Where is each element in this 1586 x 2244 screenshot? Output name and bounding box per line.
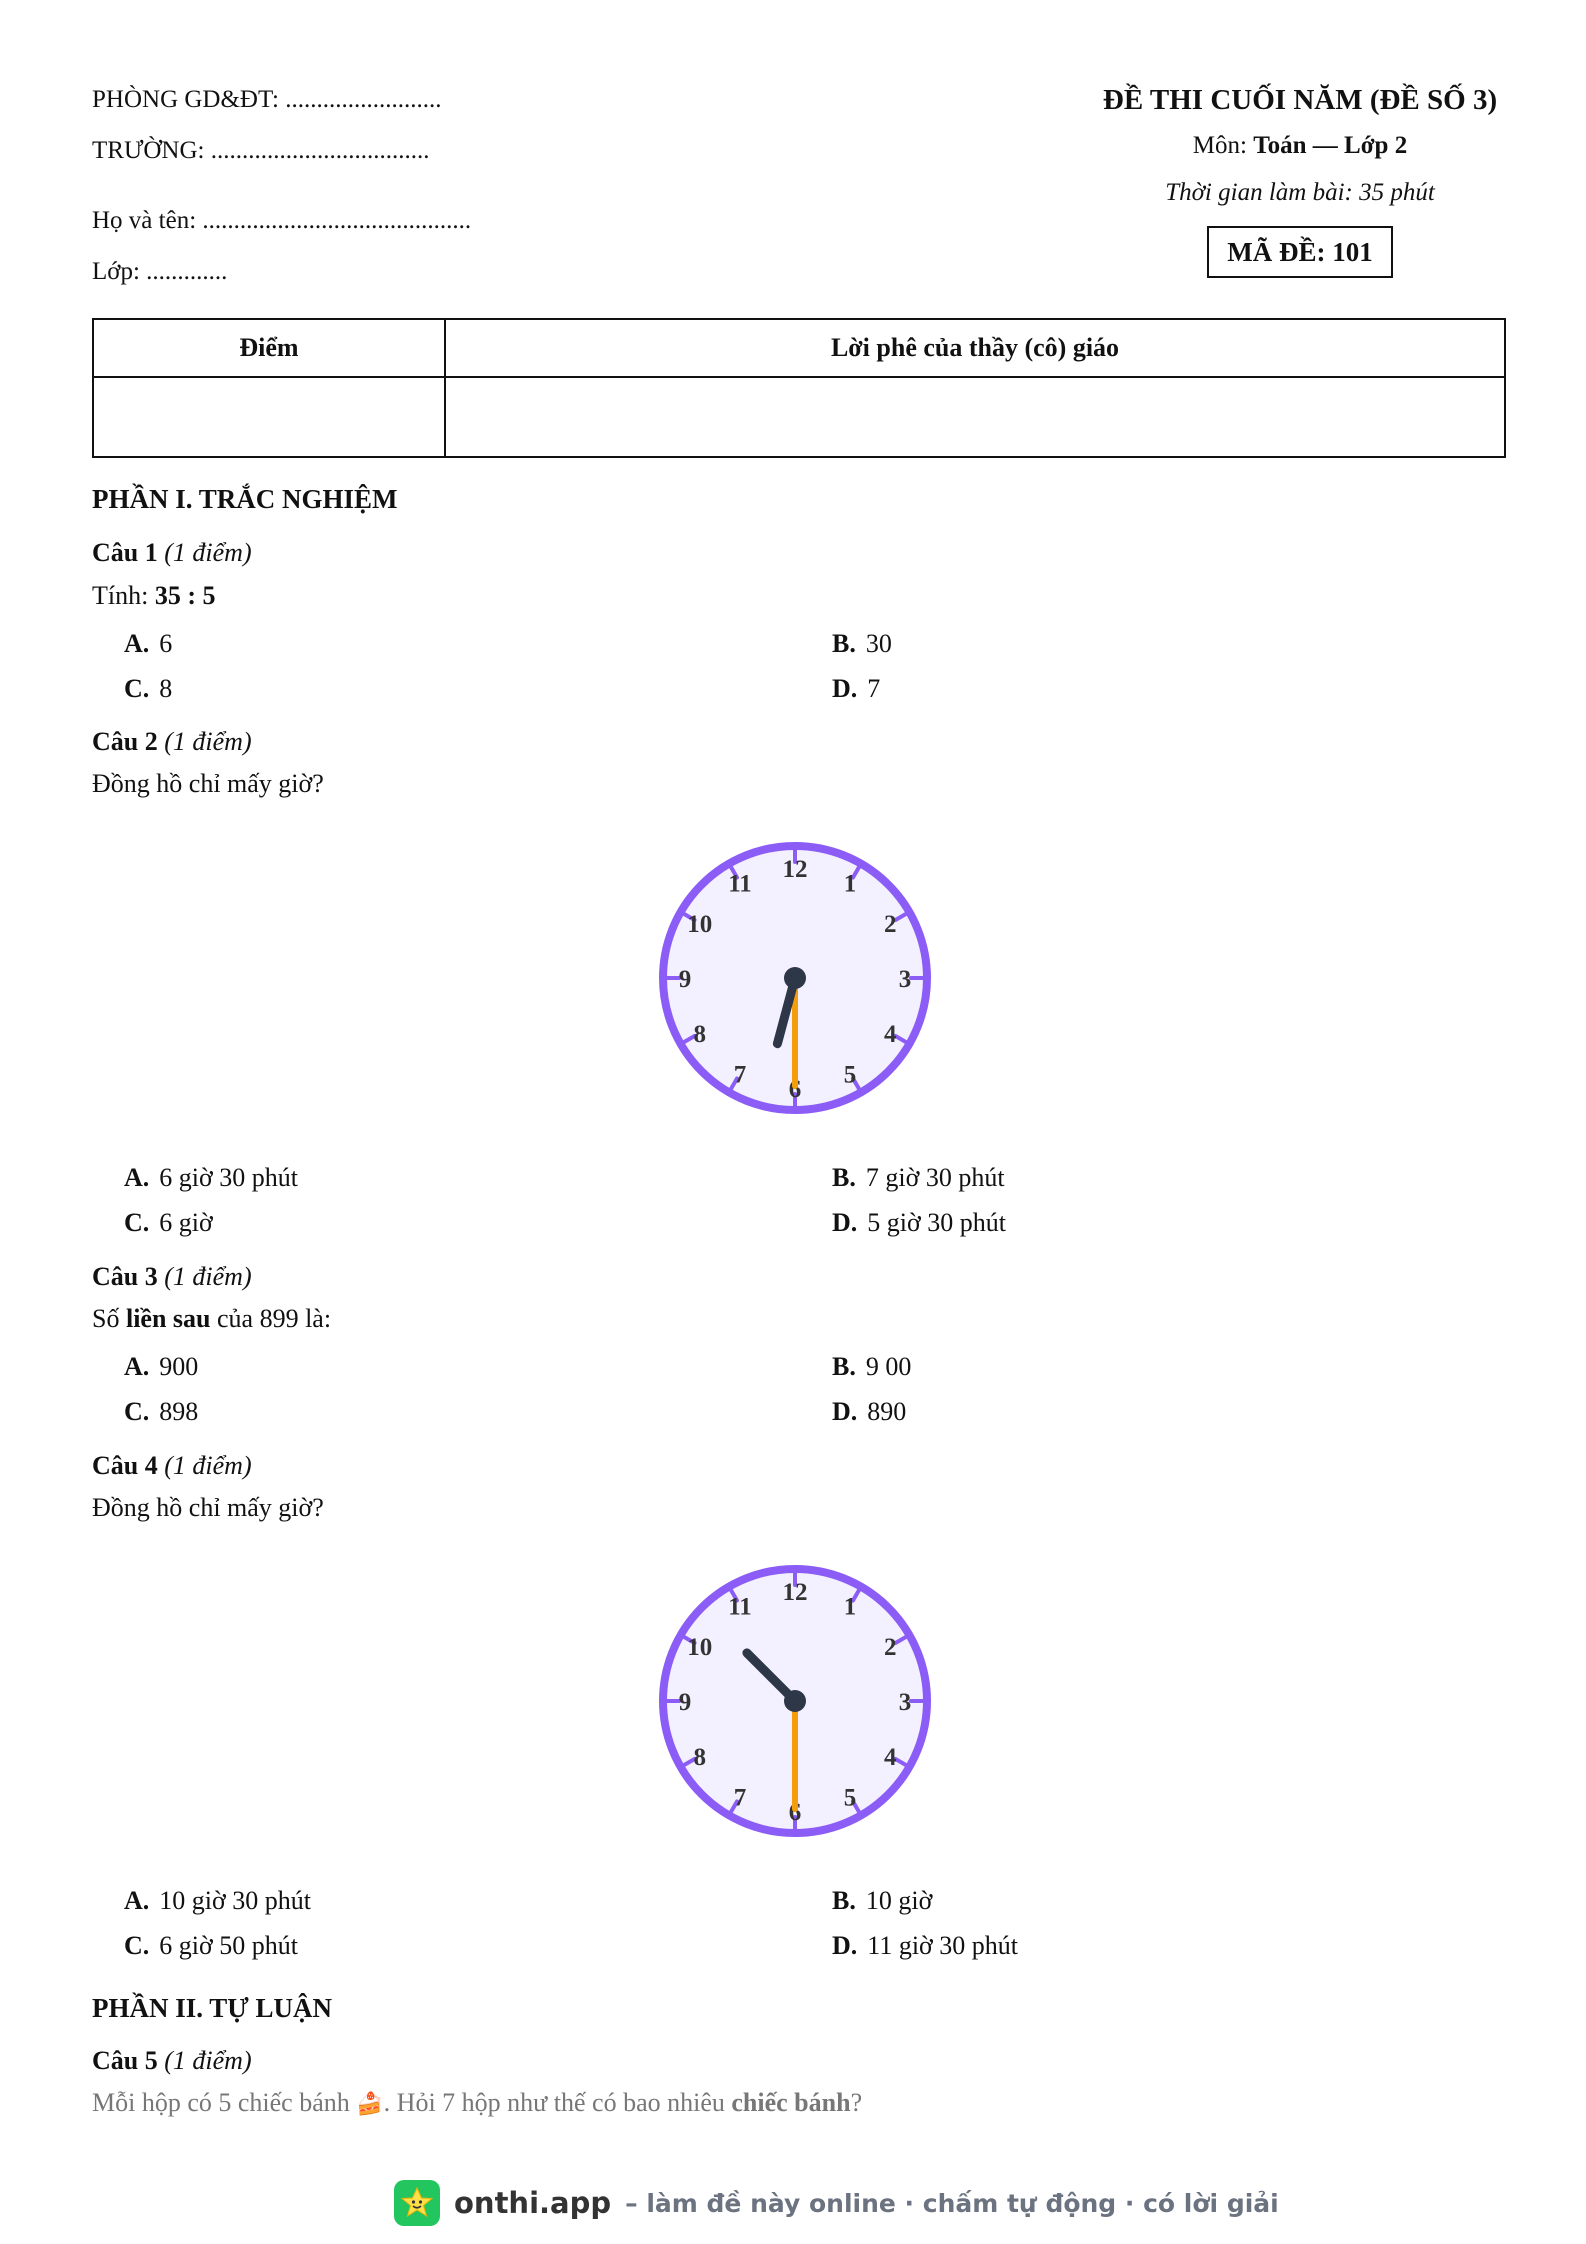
- q3-option-a[interactable]: [124, 1352, 198, 1382]
- clock-number: 3: [898, 966, 912, 993]
- option-letter: B.: [832, 1163, 856, 1192]
- question-3-heading: [92, 1262, 252, 1292]
- footer-tagline: – làm đề này online · chấm tự động · có lời giải: [625, 2188, 1279, 2218]
- q1-option-a[interactable]: [124, 629, 172, 659]
- question-5-heading: [92, 2046, 252, 2076]
- footer-banner[interactable]: [394, 2177, 1279, 2229]
- clock-number: 7: [733, 1061, 747, 1089]
- prompt-bold: 35 : 5: [154, 581, 216, 610]
- q1-option-d[interactable]: [832, 674, 880, 704]
- q4-option-a[interactable]: [124, 1886, 311, 1916]
- option-letter: A.: [124, 1352, 150, 1381]
- exam-code: MÃ ĐỀ: 101: [1227, 236, 1373, 267]
- q4-option-c[interactable]: [124, 1931, 298, 1961]
- subject-line: [1060, 132, 1540, 160]
- clock-number: 9: [678, 1689, 692, 1716]
- q1-option-c[interactable]: [124, 674, 172, 704]
- clock-number: 6: [788, 1076, 802, 1103]
- clock-number: 12: [782, 856, 808, 883]
- part1-title: PHẦN I. TRẮC NGHIỆM: [92, 484, 398, 514]
- q2-option-b[interactable]: [832, 1163, 1005, 1193]
- option-text: 6 giờ: [159, 1208, 213, 1237]
- prompt-text: Mỗi hộp có 5 chiếc bánh: [92, 2088, 357, 2117]
- q2-option-a[interactable]: [124, 1163, 298, 1193]
- clock-number: 10: [687, 911, 713, 938]
- clock-number: 5: [843, 1784, 857, 1812]
- comment-cell: [445, 377, 1505, 457]
- question-label: Câu 1: [92, 538, 158, 567]
- option-letter: B.: [832, 629, 856, 658]
- option-letter: A.: [124, 1886, 150, 1915]
- option-letter: D.: [832, 674, 858, 703]
- option-text: 900: [159, 1352, 199, 1381]
- score-header: Điểm: [93, 319, 445, 377]
- question-label: Câu 4: [92, 1451, 158, 1480]
- clock-number: 9: [678, 966, 692, 993]
- prompt-text: . Hỏi 7 hộp như thế có bao nhiêu: [383, 2088, 732, 2117]
- option-letter: B.: [832, 1352, 856, 1381]
- q2-option-c[interactable]: [124, 1208, 213, 1238]
- option-text: 8: [159, 674, 173, 703]
- question-label: Câu 3: [92, 1262, 158, 1291]
- prompt-bold: liền sau: [125, 1304, 211, 1333]
- question-points: (1 điểm): [164, 1262, 252, 1291]
- grade-table: [92, 318, 1506, 458]
- question-4-prompt: Đồng hồ chỉ mấy giờ?: [92, 1493, 324, 1522]
- question-2-prompt: Đồng hồ chỉ mấy giờ?: [92, 769, 324, 798]
- option-letter: C.: [124, 674, 150, 703]
- clock-number: 8: [693, 1021, 706, 1048]
- comment-header: Lời phê của thầy (cô) giáo: [445, 319, 1505, 377]
- option-letter: D.: [832, 1931, 858, 1960]
- q4-option-d[interactable]: [832, 1931, 1018, 1961]
- clock-number: 10: [687, 1634, 713, 1661]
- prompt-text: ?: [850, 2088, 863, 2117]
- question-points: (1 điểm): [164, 2046, 252, 2075]
- prompt-text: Tính:: [92, 581, 155, 610]
- question-2-heading: [92, 727, 252, 757]
- exam-code-box: [1207, 226, 1393, 278]
- subject-name: Toán — Lớp 2: [1253, 132, 1408, 159]
- clock-number: 11: [728, 870, 752, 898]
- question-1-prompt: [92, 581, 216, 611]
- clock-number: 1: [843, 870, 857, 898]
- question-points: (1 điểm): [164, 727, 252, 756]
- exam-title: ĐỀ THI CUỐI NĂM (ĐỀ SỐ 3): [1102, 84, 1498, 116]
- q4-option-b[interactable]: [832, 1886, 932, 1916]
- option-text: 6 giờ 30 phút: [159, 1163, 298, 1192]
- option-text: 6 giờ 50 phút: [159, 1931, 298, 1960]
- question-label: Câu 5: [92, 2046, 158, 2075]
- q3-option-c[interactable]: [124, 1397, 198, 1427]
- q2-option-d[interactable]: [832, 1208, 1006, 1238]
- clock-number: 3: [898, 1689, 912, 1716]
- clock-number: 12: [782, 1579, 808, 1606]
- brand-name[interactable]: onthi.app: [454, 2186, 612, 2220]
- clock-face: [655, 1561, 935, 1841]
- question-points: (1 điểm): [164, 1451, 252, 1480]
- score-cell: [93, 377, 445, 457]
- option-text: 6: [159, 629, 173, 658]
- option-text: 5 giờ 30 phút: [867, 1208, 1006, 1237]
- clock-number: 2: [884, 911, 897, 938]
- q3-option-b[interactable]: [832, 1352, 911, 1382]
- question-points: (1 điểm): [164, 538, 252, 567]
- clock-number: 8: [693, 1744, 706, 1771]
- clock-center: [784, 967, 806, 989]
- clock-number: 4: [884, 1021, 897, 1048]
- option-text: 10 giờ: [865, 1886, 933, 1915]
- prompt-bold: chiếc bánh: [731, 2088, 851, 2117]
- option-letter: A.: [124, 1163, 150, 1192]
- option-text: 30: [865, 629, 892, 658]
- clock-face: [655, 838, 935, 1118]
- clock-center: [784, 1690, 806, 1712]
- option-text: 898: [159, 1397, 199, 1426]
- prompt-text: Số: [92, 1304, 126, 1333]
- question-label: Câu 2: [92, 727, 158, 756]
- student-name-line: Họ và tên: ...........................................: [92, 207, 472, 234]
- part2-title: PHẦN II. TỰ LUẬN: [92, 1993, 333, 2023]
- subject-prefix: Môn:: [1192, 132, 1254, 159]
- prompt-text: của 899 là:: [210, 1304, 332, 1333]
- cake-icon: 🍰: [356, 2092, 384, 2117]
- question-4-heading: [92, 1451, 252, 1481]
- option-text: 7: [867, 674, 881, 703]
- clock-number: 2: [884, 1634, 897, 1661]
- school-line: TRƯỜNG: ...................................: [92, 137, 430, 164]
- option-text: 10 giờ 30 phút: [159, 1886, 311, 1915]
- option-letter: C.: [124, 1208, 150, 1237]
- department-line: PHÒNG GD&ĐT: .........................: [92, 86, 442, 113]
- option-letter: C.: [124, 1397, 150, 1426]
- question-3-prompt: [92, 1304, 331, 1334]
- clock-number: 7: [733, 1784, 747, 1812]
- star-face-icon: [394, 2180, 440, 2226]
- clock-number: 6: [788, 1799, 802, 1826]
- option-letter: C.: [124, 1931, 150, 1960]
- option-letter: B.: [832, 1886, 856, 1915]
- option-letter: D.: [832, 1397, 858, 1426]
- option-text: 9 00: [865, 1352, 912, 1381]
- clock-number: 5: [843, 1061, 857, 1089]
- q3-option-d[interactable]: [832, 1397, 906, 1427]
- time-limit: Thời gian làm bài: 35 phút: [1165, 179, 1435, 206]
- q1-option-b[interactable]: [832, 629, 892, 659]
- option-text: 11 giờ 30 phút: [867, 1931, 1019, 1960]
- clock-number: 1: [843, 1593, 857, 1621]
- option-letter: A.: [124, 629, 150, 658]
- option-letter: D.: [832, 1208, 858, 1237]
- option-text: 890: [867, 1397, 907, 1426]
- clock-number: 4: [884, 1744, 897, 1771]
- question-1-heading: [92, 538, 252, 568]
- class-line: Lớp: .............: [92, 258, 228, 285]
- question-5-prompt: [92, 2088, 862, 2118]
- clock-number: 11: [728, 1593, 752, 1621]
- option-text: 7 giờ 30 phút: [865, 1163, 1005, 1192]
